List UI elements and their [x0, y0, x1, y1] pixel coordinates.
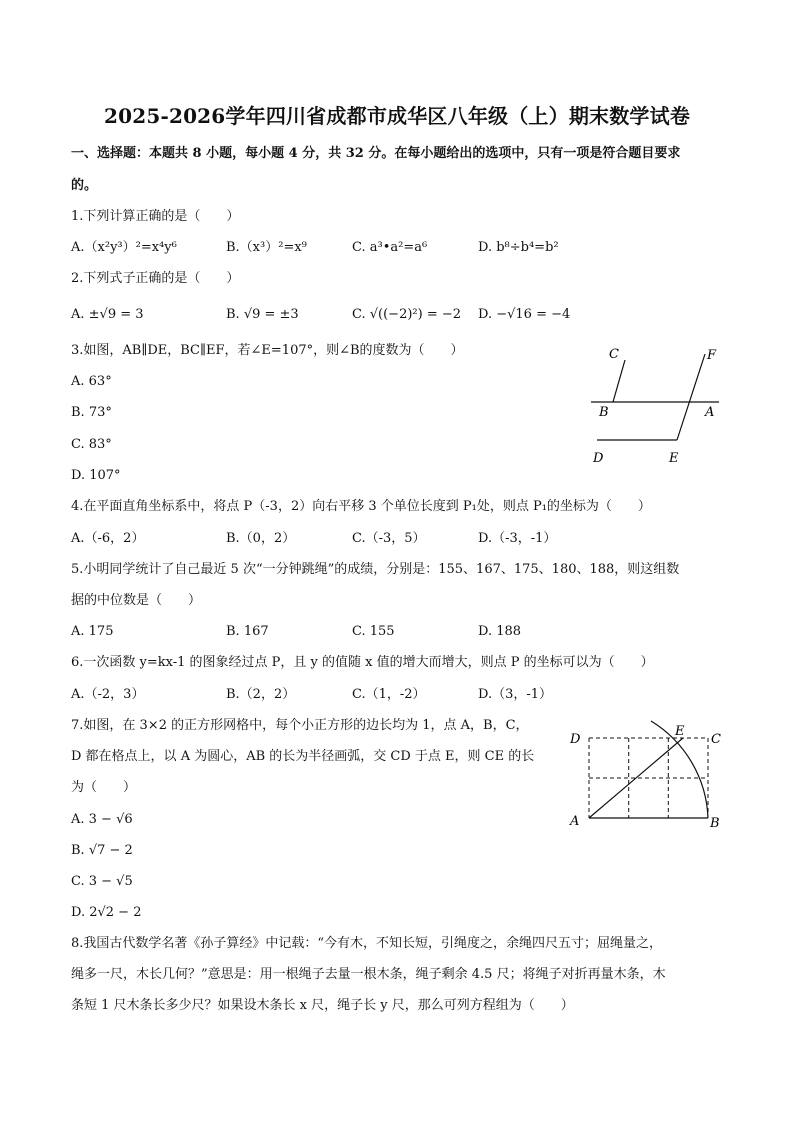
q6-option-b: B.（2，2）	[226, 687, 296, 702]
q1-option-b: B.（x³）²=x⁹	[226, 240, 307, 255]
q1-option-d: D. b⁸÷b⁴=b²	[478, 240, 559, 255]
q4-option-b: B.（0，2）	[226, 531, 296, 546]
q7-option-d: D. 2√2 − 2	[71, 905, 142, 920]
q7-label-c: C	[711, 732, 721, 747]
q3-option-d: D. 107°	[71, 468, 121, 483]
q5-option-b: B. 167	[226, 624, 269, 639]
question-1-stem: 1.下列计算正确的是（ ）	[71, 209, 240, 224]
q7-label-a: A	[570, 814, 580, 829]
q7-option-b: B. √7 − 2	[71, 843, 133, 858]
q2-option-c: C. √((−2)²) = −2	[352, 307, 462, 322]
q1-option-a: A.（x²y³）²=x⁴y⁶	[71, 240, 177, 255]
q7-option-a: A. 3 − √6	[71, 812, 133, 827]
question-7-stem-cont2: 为（ ）	[71, 780, 137, 795]
q6-option-d: D.（3，-1）	[478, 687, 553, 702]
question-4-stem: 4.在平面直角坐标系中，将点 P（-3，2）向右平移 3 个单位长度到 P₁处，则点 P₁的坐标为（ ）	[71, 499, 651, 514]
q2-option-a: A. ±√9 = 3	[71, 307, 144, 322]
q7-label-e: E	[675, 724, 685, 739]
question-5-stem-cont: 据的中位数是（ ）	[71, 593, 202, 608]
q5-option-d: D. 188	[478, 624, 522, 639]
q7-option-c: C. 3 − √5	[71, 874, 133, 889]
q5-option-c: C. 155	[352, 624, 395, 639]
section-header: 一、选择题：本题共 8 小题，每小题 4 分，共 32 分。在每小题给出的选项中，只有一项是符合题目要求	[71, 146, 681, 161]
q2-option-b: B. √9 = ±3	[226, 307, 299, 322]
q7-label-b: B	[710, 816, 720, 831]
question-3-stem: 3.如图，AB∥DE，BC∥EF，若∠E=107°，则∠B的度数为（ ）	[71, 343, 464, 358]
q3-label-e: E	[669, 451, 679, 466]
q4-option-d: D.（-3，-1）	[478, 531, 557, 546]
q3-figure	[585, 340, 735, 470]
question-5-stem: 5.小明同学统计了自己最近 5 次“一分钟跳绳”的成绩，分别是：155、167、175、180、188，则这组数	[71, 562, 680, 577]
question-2-stem: 2.下列式子正确的是（ ）	[71, 271, 240, 286]
q7-label-d: D	[570, 732, 581, 747]
q6-option-a: A.（-2，3）	[71, 687, 145, 702]
question-6-stem: 6.一次函数 y=kx-1 的图象经过点 P，且 y 的值随 x 值的增大而增大，则点 P 的坐标可以为（ ）	[71, 655, 654, 670]
question-8-stem: 8.我国古代数学名著《孙子算经》中记载：“今有木，不知长短，引绳度之，余绳四尺五寸；屈绳量之，	[71, 936, 663, 951]
q3-label-b: B	[599, 405, 609, 420]
q4-option-a: A.（-6，2）	[71, 531, 145, 546]
question-7-stem: 7.如图，在 3×2 的正方形网格中，每个小正方形的边长均为 1，点 A，B，C，	[71, 718, 529, 733]
q3-label-d: D	[593, 451, 604, 466]
section-header-cont: 的。	[71, 178, 98, 193]
q1-option-c: C. a³•a²=a⁶	[352, 240, 428, 255]
q3-label-c: C	[609, 347, 619, 362]
q6-option-c: C.（1，-2）	[352, 687, 426, 702]
q5-option-a: A. 175	[71, 624, 114, 639]
question-8-stem-cont: 绳多一尺，木长几何？”意思是：用一根绳子去量一根木条，绳子剩余 4.5 尺；将绳子对折再量木条，木	[71, 967, 666, 982]
q3-option-c: C. 83°	[71, 437, 112, 452]
q3-label-f: F	[707, 348, 717, 363]
q2-option-d: D. −√16 = −4	[478, 307, 571, 322]
q4-option-c: C.（-3，5）	[352, 531, 426, 546]
q3-option-b: B. 73°	[71, 405, 112, 420]
question-8-stem-cont2: 条短 1 尺木条长多少尺？如果设木条长 x 尺，绳子长 y 尺，那么可列方程组为（ ）	[71, 998, 574, 1013]
q7-figure	[565, 715, 735, 835]
question-7-stem-cont: D 都在格点上，以 A 为圆心，AB 的长为半径画弧，交 CD 于点 E，则 CE 的长	[71, 749, 535, 764]
page-title: 2025-2026学年四川省成都市成华区八年级（上）期末数学试卷	[103, 104, 691, 128]
q3-option-a: A. 63°	[71, 374, 112, 389]
q3-label-a: A	[705, 405, 715, 420]
